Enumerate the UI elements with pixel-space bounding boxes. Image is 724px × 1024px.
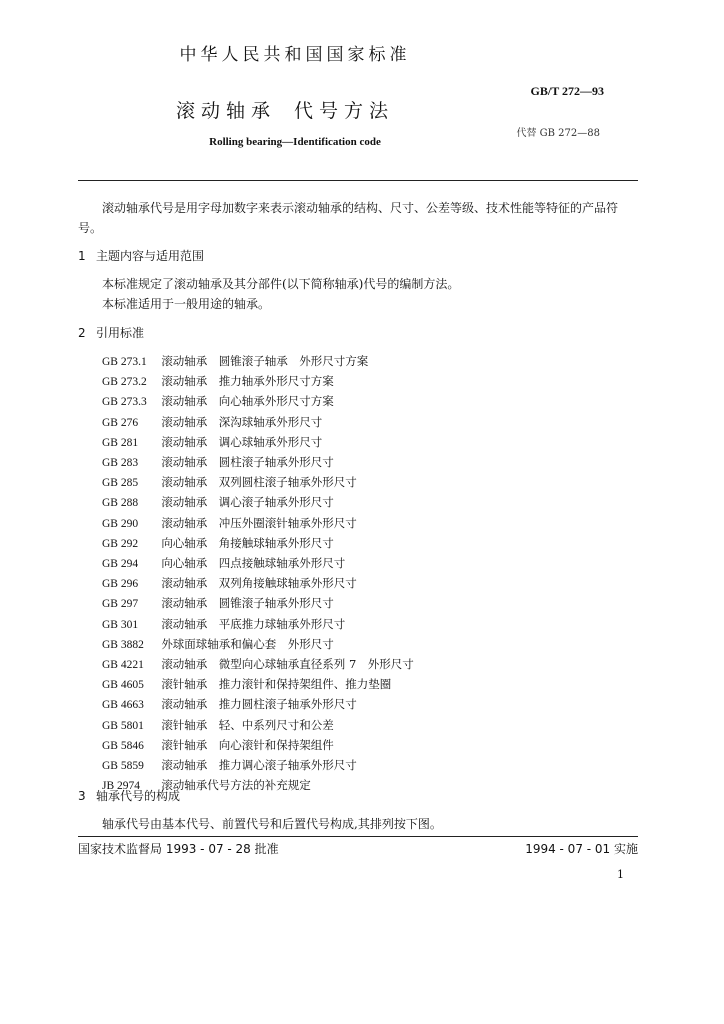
reference-code: GB 3882 bbox=[102, 638, 144, 651]
effective-date: 1994 - 07 - 01 实施 bbox=[525, 842, 638, 856]
reference-code: GB 4221 bbox=[102, 659, 144, 672]
section-number: 3 bbox=[78, 789, 86, 803]
reference-code: GB 281 bbox=[102, 436, 139, 449]
reference-title: 滚动轴承 双列圆柱滚子轴承外形尺寸 bbox=[161, 475, 357, 490]
reference-item bbox=[102, 372, 414, 392]
section-2-heading bbox=[78, 323, 638, 343]
section-number: 1 bbox=[78, 249, 86, 263]
national-standard-heading: 中华人民共和国国家标准 bbox=[179, 45, 411, 65]
reference-item bbox=[102, 756, 414, 776]
approval-line: 国家技术监督局 1993 - 07 - 28 批准 bbox=[78, 842, 279, 856]
reference-code: GB 273.2 bbox=[102, 376, 147, 389]
reference-item bbox=[102, 655, 414, 675]
reference-code: GB 4663 bbox=[102, 699, 144, 712]
reference-code: GB 290 bbox=[102, 517, 139, 530]
reference-code: GB 276 bbox=[102, 416, 139, 429]
reference-title: 滚动轴承 圆锥滚子轴承 外形尺寸方案 bbox=[161, 354, 369, 368]
reference-code: GB 5859 bbox=[102, 760, 144, 773]
reference-title: 外球面球轴承和偏心套 外形尺寸 bbox=[161, 636, 334, 651]
reference-title: 滚动轴承 深沟球轴承外形尺寸 bbox=[161, 414, 323, 429]
reference-item bbox=[102, 352, 414, 372]
title-cn-part1: 滚动轴承 bbox=[176, 100, 277, 122]
reference-code: GB 283 bbox=[102, 457, 139, 470]
reference-title: 滚动轴承 推力调心滚子轴承外形尺寸 bbox=[161, 758, 357, 773]
reference-title: 滚动轴承 平底推力球轴承外形尺寸 bbox=[161, 616, 346, 631]
reference-item bbox=[102, 594, 414, 614]
section-3-heading bbox=[78, 786, 638, 806]
page-number: 1 bbox=[617, 868, 624, 881]
reference-code: GB 297 bbox=[102, 598, 139, 611]
reference-code: GB 5846 bbox=[102, 739, 144, 752]
reference-title: 滚动轴承 圆柱滚子轴承外形尺寸 bbox=[161, 455, 334, 470]
reference-code: GB 288 bbox=[102, 497, 139, 510]
reference-code: GB 294 bbox=[102, 558, 139, 571]
reference-code: GB 301 bbox=[102, 618, 139, 631]
reference-item bbox=[102, 453, 414, 473]
reference-code: GB 4605 bbox=[102, 679, 144, 692]
reference-list bbox=[102, 352, 414, 796]
reference-title: 滚动轴承 微型向心球轴承直径系列 7 外形尺寸 bbox=[161, 657, 414, 672]
section-3-body bbox=[78, 814, 638, 834]
reference-title: 向心轴承 四点接触球轴承外形尺寸 bbox=[161, 556, 346, 571]
intro-paragraph bbox=[78, 198, 638, 238]
section-1-heading bbox=[78, 246, 638, 266]
document-title-en: Rolling bearing—Identification code bbox=[209, 136, 381, 148]
reference-title: 滚动轴承 调心滚子轴承外形尺寸 bbox=[161, 495, 334, 510]
reference-code: GB 292 bbox=[102, 537, 139, 550]
document-title-cn bbox=[176, 96, 394, 123]
section-1-body bbox=[78, 274, 638, 314]
reference-code: GB 273.3 bbox=[102, 396, 147, 409]
reference-title: 滚针轴承 轻、中系列尺寸和公差 bbox=[161, 717, 334, 732]
reference-item bbox=[102, 554, 414, 574]
reference-item bbox=[102, 433, 414, 453]
reference-title: 滚动轴承 调心球轴承外形尺寸 bbox=[161, 434, 323, 449]
reference-title: 滚动轴承 冲压外圈滚针轴承外形尺寸 bbox=[161, 515, 357, 530]
reference-code: GB 273.1 bbox=[102, 356, 147, 368]
paragraph: 本标准规定了滚动轴承及其分部件(以下简称轴承)代号的编制方法。 bbox=[102, 277, 460, 291]
reference-code: JB 2974 bbox=[102, 780, 141, 793]
paragraph: 本标准适用于一般用途的轴承。 bbox=[102, 297, 271, 311]
standard-code: GB/T 272—93 bbox=[530, 84, 604, 98]
reference-item bbox=[102, 574, 414, 594]
reference-code: GB 5801 bbox=[102, 719, 144, 732]
reference-item bbox=[102, 392, 414, 412]
reference-item bbox=[102, 514, 414, 534]
reference-item bbox=[102, 413, 414, 433]
reference-item bbox=[102, 695, 414, 715]
reference-item bbox=[102, 736, 414, 756]
reference-item bbox=[102, 635, 414, 655]
footer-divider bbox=[78, 836, 638, 837]
section-title: 引用标准 bbox=[96, 326, 145, 340]
replaces-note: 代替 GB 272—88 bbox=[516, 128, 600, 139]
reference-title: 滚动轴承 向心轴承外形尺寸方案 bbox=[161, 394, 334, 409]
reference-code: GB 296 bbox=[102, 578, 139, 591]
reference-item bbox=[102, 473, 414, 493]
section-title: 主题内容与适用范围 bbox=[96, 249, 205, 263]
reference-item bbox=[102, 493, 414, 513]
section-number: 2 bbox=[78, 326, 86, 340]
reference-title: 向心轴承 角接触球轴承外形尺寸 bbox=[161, 535, 334, 550]
reference-title: 滚动轴承 圆锥滚子轴承外形尺寸 bbox=[161, 596, 334, 611]
reference-title: 滚针轴承 推力滚针和保持架组件、推力垫圈 bbox=[161, 677, 392, 692]
reference-title: 滚动轴承 推力圆柱滚子轴承外形尺寸 bbox=[161, 697, 357, 712]
reference-item bbox=[102, 716, 414, 736]
header-divider bbox=[78, 180, 638, 181]
reference-title: 滚针轴承 向心滚针和保持架组件 bbox=[161, 737, 334, 752]
section-title: 轴承代号的构成 bbox=[96, 789, 181, 803]
reference-title: 滚动轴承 推力轴承外形尺寸方案 bbox=[161, 374, 334, 389]
reference-item bbox=[102, 615, 414, 635]
reference-title: 滚动轴承 双列角接触球轴承外形尺寸 bbox=[161, 576, 357, 591]
title-cn-part2: 代号方法 bbox=[294, 100, 395, 122]
reference-title: 滚动轴承代号方法的补充规定 bbox=[161, 778, 311, 793]
reference-item bbox=[102, 675, 414, 695]
reference-item bbox=[102, 534, 414, 554]
paragraph: 轴承代号由基本代号、前置代号和后置代号构成,其排列按下图。 bbox=[102, 817, 442, 831]
reference-code: GB 285 bbox=[102, 477, 139, 490]
intro-text: 滚动轴承代号是用字母加数字来表示滚动轴承的结构、尺寸、公差等级、技术性能等特征的产品符号。 bbox=[78, 201, 619, 235]
